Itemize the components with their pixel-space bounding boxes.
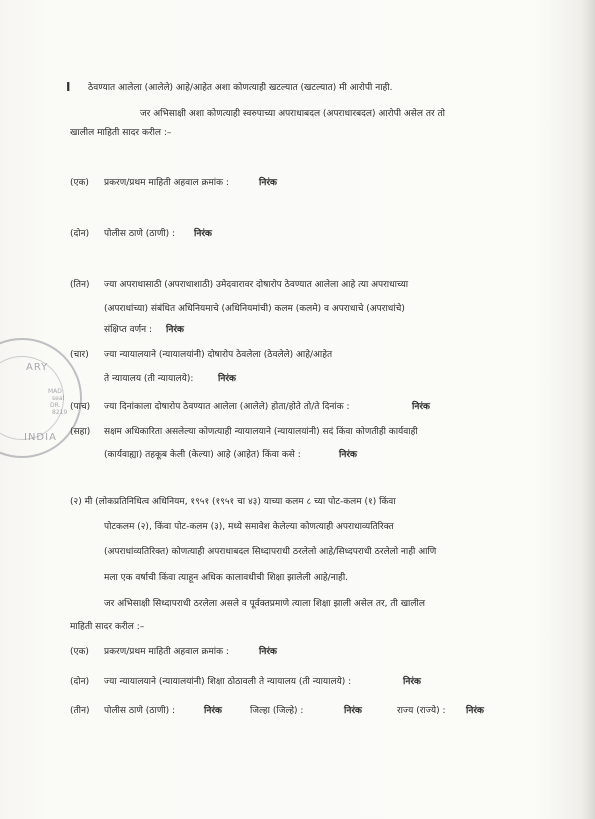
s1-pach-marker: (पाच) xyxy=(70,402,91,412)
s2-teen-jilha-value: निरंक xyxy=(344,706,362,716)
s1-don-text: पोलीस ठाणे (ठाणी) : xyxy=(104,229,176,239)
s1-don-value: निरंक xyxy=(194,229,212,239)
s2-line-6: माहिती सादर करील :– xyxy=(70,622,145,632)
s1-teen-line2: (अपराधांच्या) संबंधित अधिनियमाचे (अधिनियमांची) कलम (कलमे) व अपराधाचे (अपराधांचे) xyxy=(104,304,405,314)
s1-char-line1: ज्या न्यायालयाने (न्यायालयांनी) दोषारोप ठेवलेला (ठेवलेले) आहे/आहेत xyxy=(104,350,333,360)
page-edge-shadow xyxy=(581,0,595,819)
s1-char-value: निरंक xyxy=(218,374,236,384)
s2-don-marker: (दोन) xyxy=(70,677,90,687)
s1-saha-line2: (कार्यवाह्या) तहकूब केली (केल्या) आहे (आहेत) किंवा कसे : xyxy=(104,450,301,460)
s1-teen-marker: (तिन) xyxy=(70,280,90,290)
seal-text-mid4: 8219 xyxy=(52,409,68,416)
s1-saha-marker: (सहा) xyxy=(70,427,91,437)
s2-line-5: जर अभिसाक्षी सिध्दापराधी ठरलेला असले व पूर्वक्तप्रमाणे त्याला शिक्षा झाली असेल तर, ती खालील xyxy=(104,599,425,609)
s2-teen-police: पोलीस ठाणे (ठाणी) : xyxy=(104,706,176,716)
s2-don-text: ज्या न्यायालयाने (न्यायालयांनी) शिक्षा ठोठावली ते न्यायालय (ती न्यायालये) : xyxy=(104,677,352,687)
s2-ek-marker: (एक) xyxy=(70,647,89,657)
s2-teen-marker: (तीन) xyxy=(70,706,90,716)
s1-pach-value: निरंक xyxy=(412,402,430,412)
s1-teen-value: निरंक xyxy=(166,325,184,335)
s2-line-2: पोटकलम (२), किंवा पोट-कलम (३), मध्ये समावेश केलेल्या कोणत्याही अपराधाव्यतिरिक्त xyxy=(104,522,394,532)
seal-text-mid1: MAD xyxy=(48,388,62,395)
s1-ek-text: प्रकरण/प्रथम माहिती अहवाल क्रमांक : xyxy=(104,178,229,188)
s2-teen-jilha: जिल्हा (जिल्हे) : xyxy=(250,706,304,716)
s1-ek-marker: (एक) xyxy=(70,178,89,188)
s2-teen-police-value: निरंक xyxy=(204,706,222,716)
seal-text-mid3: DR. xyxy=(50,402,61,409)
s1-pach-text: ज्या दिनांकाला दोषारोप ठेवण्यात आलेला (आलेले) होता/होते तो/ते दिनांक : xyxy=(104,402,350,412)
s2-teen-rajya: राज्य (राज्ये) : xyxy=(397,706,446,716)
s1-char-line2: ते न्यायालय (ती न्यायालये): xyxy=(104,374,194,384)
s1-char-marker: (चार) xyxy=(70,350,89,360)
intro-line-2: जर अभिसाक्षी अशा कोणत्याही स्वरुपाच्या अपराधाबदल (अपराधारबदल) आरोपी असेल तर तो xyxy=(140,109,445,119)
intro-line-1: ठेवण्यात आलेला (आलेले) आहे/आहेत अशा कोणत्याही खटल्यात (खटल्यात) मी आरोपी नाही. xyxy=(88,83,393,93)
seal-text-top: ARY xyxy=(26,362,49,373)
s1-saha-line1: सक्षम अधिकारिता असलेल्या कोणत्याही न्यायालयाने (न्यायालयांनी) सदं किंवा कोणतीही कार्यवाही xyxy=(104,427,418,437)
s2-line-4: मला एक वर्षाची किंवा त्याहून अधिक कालावधीची शिक्षा झालेली आहे/नाही. xyxy=(104,573,349,583)
s2-line-3: (अपराधांव्यतिरिक्त) कोणत्याही अपराधाबदल सिध्दापराधी ठरलेलो आहे/सिध्दपराधी ठरलेलो नाही आणि xyxy=(104,547,437,557)
s2-teen-rajya-value: निरंक xyxy=(466,706,484,716)
s1-teen-line3: संक्षिप्त वर्णन : xyxy=(104,325,153,335)
seal-text-mid2: seal xyxy=(52,395,65,402)
s1-saha-value: निरंक xyxy=(339,450,357,460)
s2-ek-value: निरंक xyxy=(259,647,277,657)
seal-text-bottom: INDIA xyxy=(24,432,57,443)
margin-mark: I xyxy=(66,80,71,94)
s2-line-1: (२) मी (लोकप्रतिनिधित्व अधिनियम, १९५१ (१९५१ चा ४३) याच्या कलम ८ च्या पोट-कलम (१) किंवा xyxy=(70,497,396,507)
s2-ek-text: प्रकरण/प्रथम माहिती अहवाल क्रमांक : xyxy=(104,647,229,657)
s1-don-marker: (दोन) xyxy=(70,229,90,239)
s1-teen-line1: ज्या अपराधासाठी (अपराधाशाठी) उमेदवारावर दोषारोप ठेवण्यात आलेला आहे त्या अपराधाच्या xyxy=(104,280,409,290)
intro-line-3: खालील माहिती सादर करील :– xyxy=(70,128,172,138)
s2-don-value: निरंक xyxy=(403,677,421,687)
s1-ek-value: निरंक xyxy=(259,178,277,188)
